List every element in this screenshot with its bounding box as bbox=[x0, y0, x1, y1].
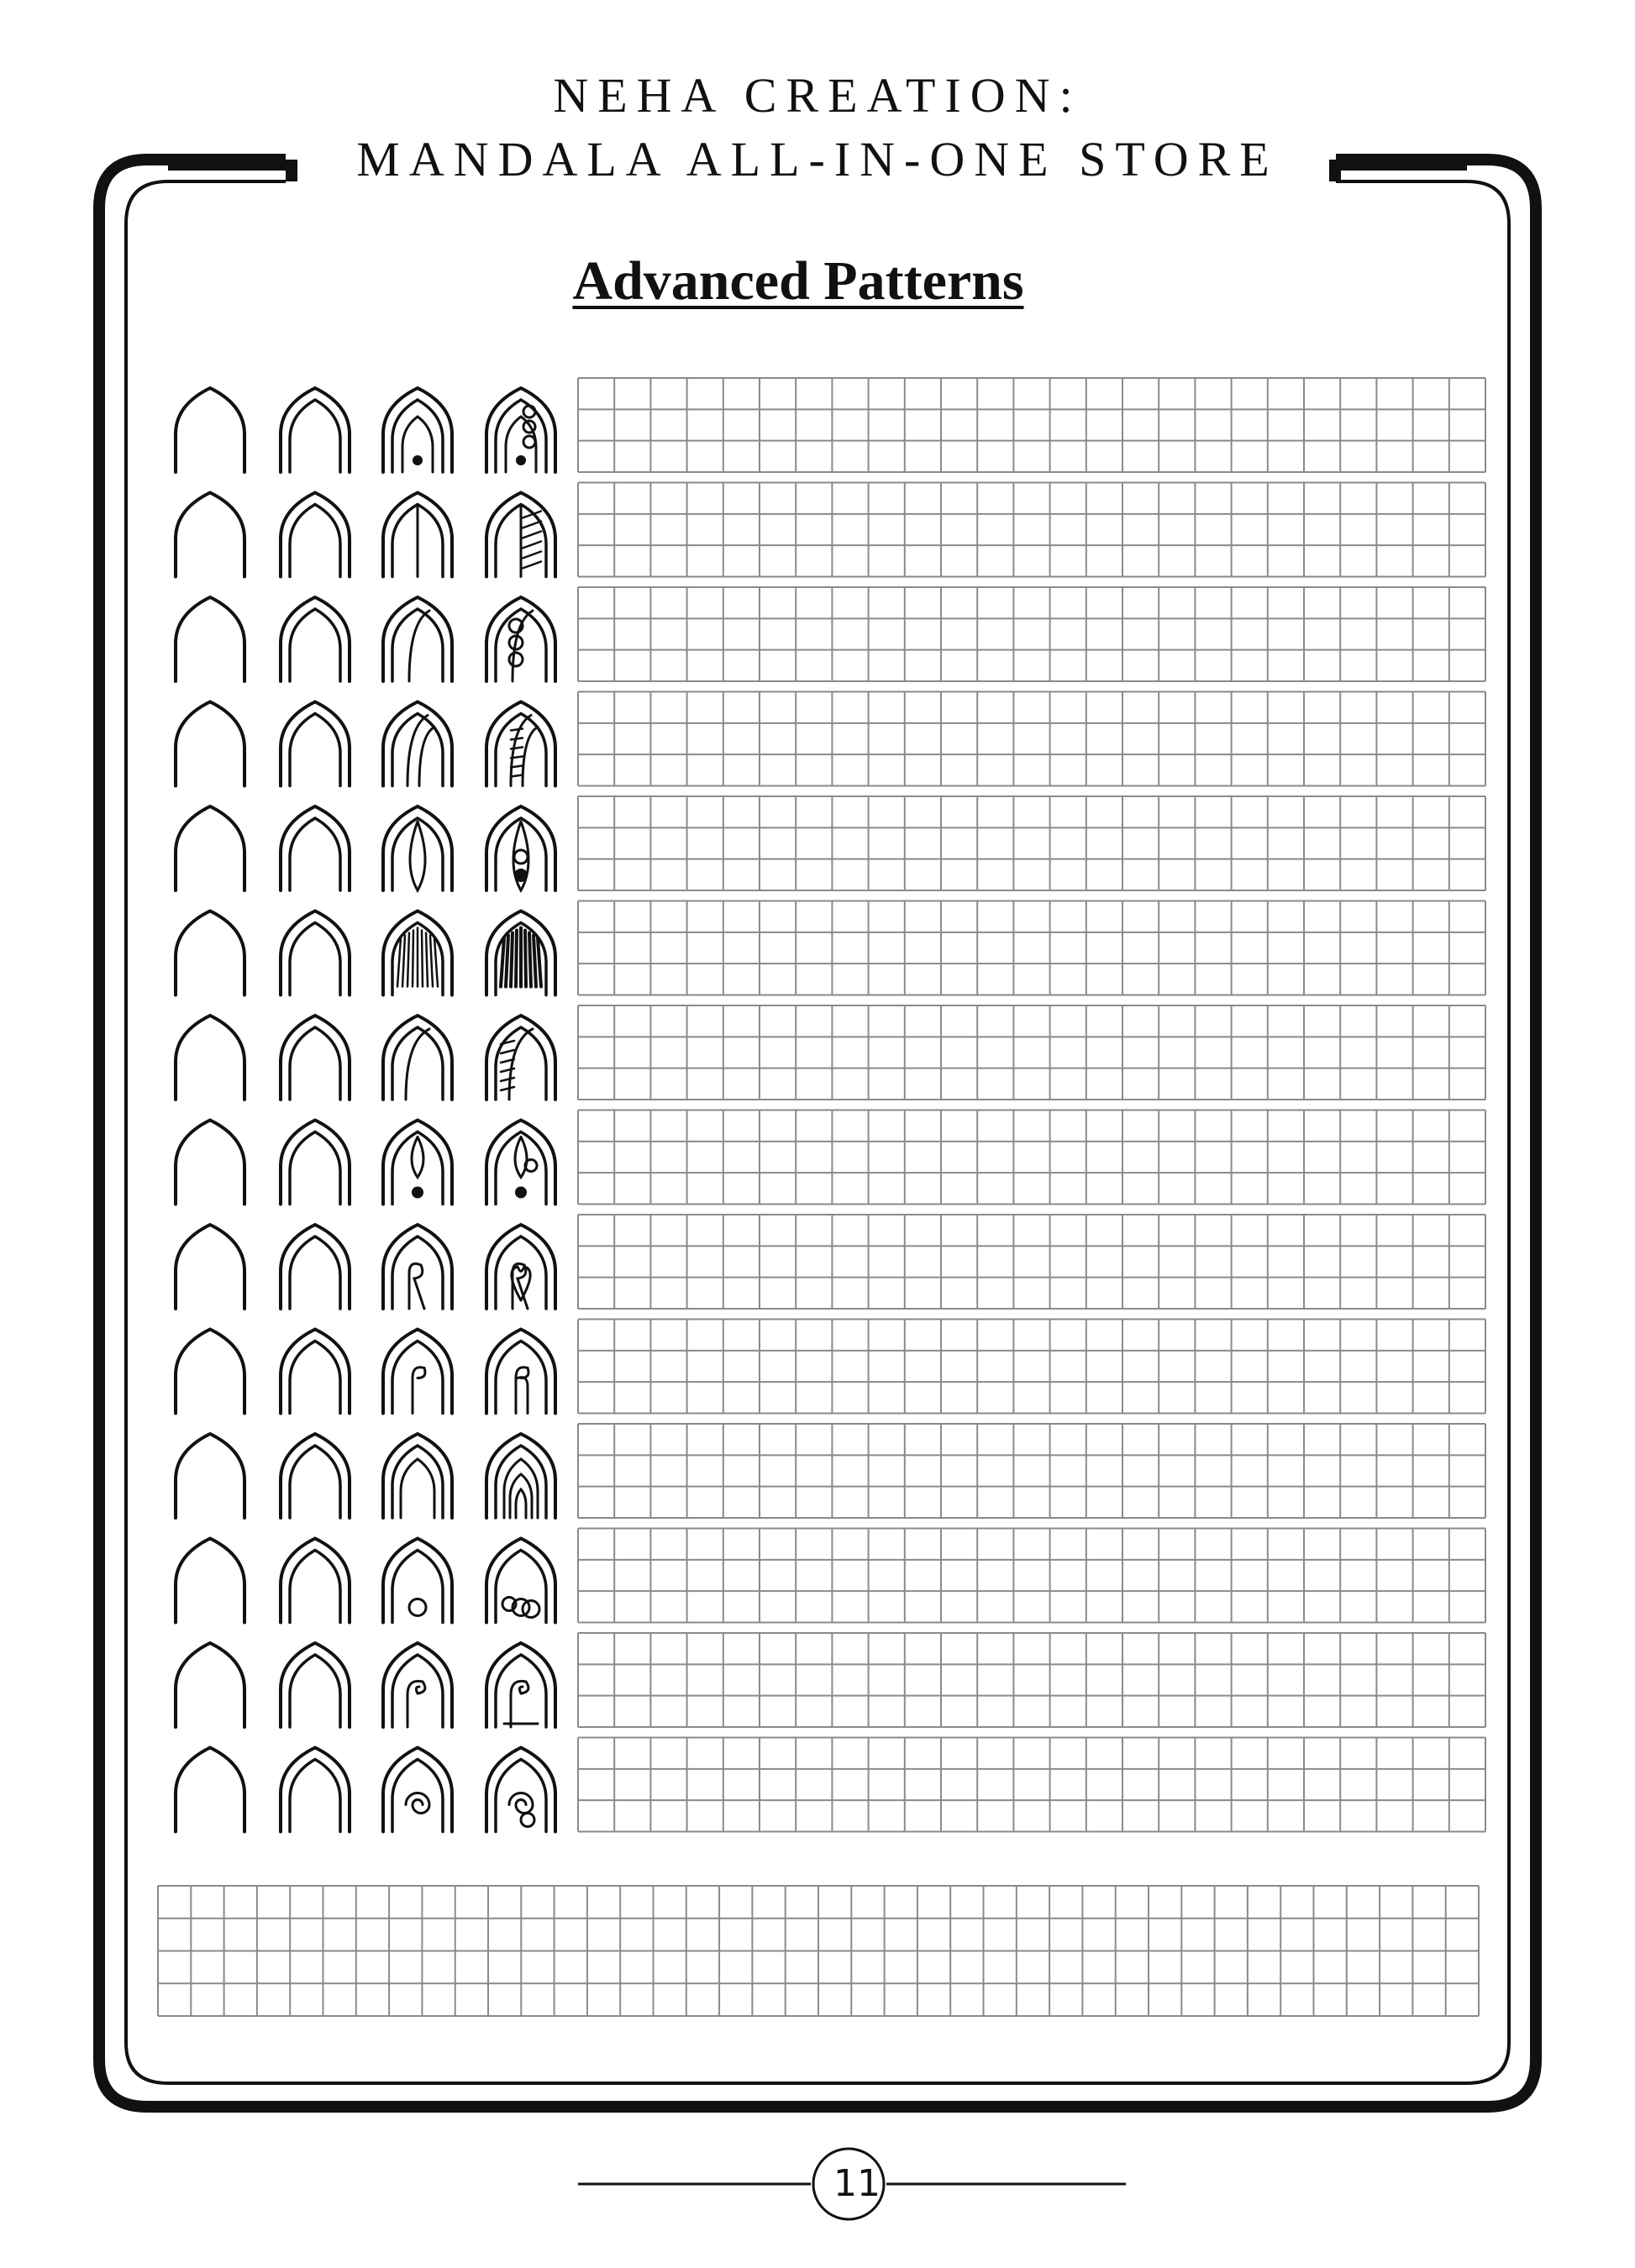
practice-grid-row-14 bbox=[578, 1738, 1485, 1832]
pattern-step-2 bbox=[281, 388, 350, 472]
pattern-step-4 bbox=[486, 1330, 555, 1414]
pattern-row-4 bbox=[176, 702, 555, 786]
pattern-step-3 bbox=[383, 597, 452, 681]
pattern-step-3 bbox=[383, 1748, 452, 1832]
pattern-step-2 bbox=[281, 1748, 350, 1832]
pattern-step-1 bbox=[176, 493, 244, 577]
practice-grid-row-12 bbox=[578, 1529, 1485, 1623]
pattern-row-6 bbox=[176, 911, 555, 995]
pattern-row-3 bbox=[176, 597, 555, 681]
pattern-step-4 bbox=[486, 1121, 555, 1205]
pattern-step-4 bbox=[486, 911, 555, 995]
pattern-step-1 bbox=[176, 1748, 244, 1832]
pattern-row-12 bbox=[176, 1539, 555, 1623]
practice-grid-row-10 bbox=[578, 1320, 1485, 1414]
practice-grid-row-11 bbox=[578, 1424, 1485, 1518]
pattern-step-1 bbox=[176, 806, 244, 890]
pattern-step-3 bbox=[383, 1434, 452, 1518]
pattern-step-4 bbox=[486, 1434, 555, 1518]
pattern-step-2 bbox=[281, 1643, 350, 1727]
pattern-step-4 bbox=[486, 1748, 555, 1832]
pattern-step-1 bbox=[176, 702, 244, 786]
practice-grid-row-4 bbox=[578, 692, 1485, 786]
pattern-step-4 bbox=[486, 1643, 555, 1727]
pattern-step-3 bbox=[383, 1643, 452, 1727]
pattern-step-3 bbox=[383, 1225, 452, 1309]
practice-grid-row-5 bbox=[578, 796, 1485, 890]
practice-grid-row-3 bbox=[578, 587, 1485, 681]
pattern-step-1 bbox=[176, 1330, 244, 1414]
pattern-step-4 bbox=[486, 1016, 555, 1100]
pattern-step-2 bbox=[281, 493, 350, 577]
pattern-step-2 bbox=[281, 806, 350, 890]
pattern-step-3 bbox=[383, 1330, 452, 1414]
practice-grid-row-2 bbox=[578, 483, 1485, 577]
pattern-row-10 bbox=[176, 1330, 555, 1414]
pattern-step-2 bbox=[281, 1539, 350, 1623]
pattern-step-1 bbox=[176, 1643, 244, 1727]
pattern-step-3 bbox=[383, 806, 452, 890]
pattern-step-3 bbox=[383, 493, 452, 577]
practice-grid-bottom bbox=[158, 1886, 1479, 2016]
pattern-step-1 bbox=[176, 911, 244, 995]
pattern-step-2 bbox=[281, 597, 350, 681]
pattern-step-4 bbox=[486, 493, 555, 577]
pattern-step-4 bbox=[486, 806, 555, 890]
pattern-step-2 bbox=[281, 911, 350, 995]
header-line-2: MANDALA ALL-IN-ONE STORE bbox=[356, 132, 1279, 186]
pattern-step-1 bbox=[176, 1434, 244, 1518]
pattern-row-8 bbox=[176, 1121, 555, 1205]
pattern-row-14 bbox=[176, 1748, 555, 1832]
pattern-step-2 bbox=[281, 1016, 350, 1100]
pattern-step-1 bbox=[176, 1016, 244, 1100]
pattern-step-1 bbox=[176, 1225, 244, 1309]
pattern-step-4 bbox=[486, 1539, 555, 1623]
pattern-step-1 bbox=[176, 1539, 244, 1623]
practice-grid-row-9 bbox=[578, 1215, 1485, 1309]
pattern-row-5 bbox=[176, 806, 555, 890]
pattern-row-1 bbox=[176, 388, 555, 472]
pattern-rows bbox=[176, 388, 555, 1832]
pattern-step-4 bbox=[486, 702, 555, 786]
pattern-row-11 bbox=[176, 1434, 555, 1518]
pattern-step-2 bbox=[281, 1121, 350, 1205]
page-number: 11 bbox=[833, 2162, 881, 2205]
practice-grid-row-7 bbox=[578, 1005, 1485, 1100]
pattern-step-3 bbox=[383, 702, 452, 786]
pattern-row-9 bbox=[176, 1225, 555, 1309]
pattern-step-4 bbox=[486, 597, 555, 681]
pattern-step-2 bbox=[281, 702, 350, 786]
pattern-step-4 bbox=[486, 388, 555, 472]
pattern-row-7 bbox=[176, 1016, 555, 1100]
pattern-step-3 bbox=[383, 1016, 452, 1100]
practice-grid-row-13 bbox=[578, 1633, 1485, 1727]
practice-grid-row-6 bbox=[578, 901, 1485, 995]
practice-grid-row-8 bbox=[578, 1110, 1485, 1205]
pattern-step-2 bbox=[281, 1434, 350, 1518]
pattern-step-2 bbox=[281, 1330, 350, 1414]
pattern-step-3 bbox=[383, 1121, 452, 1205]
pattern-row-13 bbox=[176, 1643, 555, 1727]
practice-grid-row-1 bbox=[578, 378, 1485, 472]
pattern-row-2 bbox=[176, 493, 555, 577]
pattern-step-3 bbox=[383, 911, 452, 995]
pattern-step-2 bbox=[281, 1225, 350, 1309]
pattern-step-1 bbox=[176, 1121, 244, 1205]
practice-grids bbox=[158, 378, 1485, 2016]
pattern-step-3 bbox=[383, 1539, 452, 1623]
pattern-step-1 bbox=[176, 597, 244, 681]
page-title: Advanced Patterns bbox=[572, 250, 1024, 312]
pattern-step-4 bbox=[486, 1225, 555, 1309]
header-line-1: NEHA CREATION: bbox=[553, 68, 1082, 123]
pattern-step-3 bbox=[383, 388, 452, 472]
pattern-step-1 bbox=[176, 388, 244, 472]
